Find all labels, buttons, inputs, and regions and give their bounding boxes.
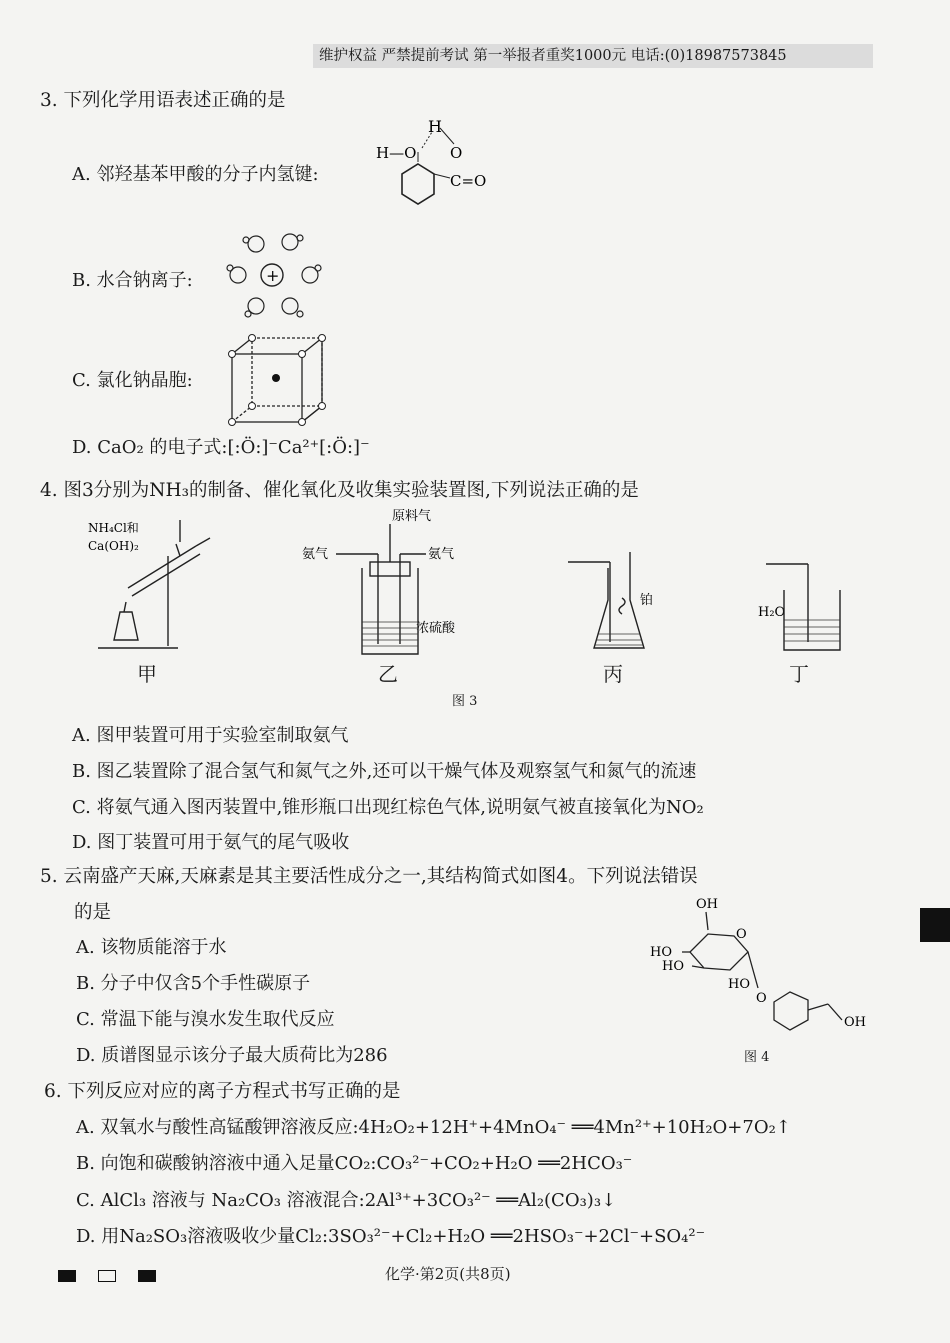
hbond-h-label: H: [428, 117, 442, 136]
q5-option-c: C. 常温下能与溴水发生取代反应: [76, 1009, 335, 1030]
q3-stem: 3. 下列化学用语表述正确的是: [40, 90, 286, 111]
ho-label-1: HO: [650, 945, 672, 960]
q3-option-b: B. 水合钠离子:: [72, 270, 193, 291]
q4-option-a: A. 图甲装置可用于实验室制取氨气: [72, 725, 349, 746]
apparatus-jia: [84, 516, 224, 656]
apparatus-yi: [300, 504, 470, 654]
water-label: H₂O: [758, 605, 786, 620]
reagent-label-1: NH₄Cl和: [88, 521, 139, 535]
page-footer: 化学·第2页(共8页): [385, 1265, 511, 1283]
q3-option-c: C. 氯化钠晶胞:: [72, 370, 193, 391]
acid-label: 浓硫酸: [416, 621, 456, 636]
water-molecule: [248, 236, 264, 252]
q4-stem: 4. 图3分别为NH₃的制备、催化氧化及收集实验装置图,下列说法正确的是: [40, 480, 639, 501]
binding-margin-marker: [920, 908, 950, 942]
outlet-gas-label: 氨气: [428, 547, 455, 562]
inlet-gas-label: 氨气: [302, 547, 329, 562]
oh-right-label: OH: [844, 1015, 866, 1030]
q5-stem-line1: 5. 云南盛产天麻,天麻素是其主要活性成分之一,其结构简式如图4。下列说法错误: [40, 866, 698, 887]
q3-option-d: D. CaO₂ 的电子式:[:Ö:]⁻Ca²⁺[:Ö:]⁻: [72, 437, 370, 458]
carbonyl-o-label: O: [450, 144, 463, 162]
q4-option-d: D. 图丁装置可用于氨气的尾气吸收: [72, 832, 350, 853]
gastrodin-structure: [648, 890, 878, 1040]
label-bing: 丙: [603, 662, 623, 686]
reagent-label-2: Ca(OH)₂: [88, 539, 139, 553]
footer-mark: [98, 1270, 116, 1282]
ho-label-2: HO: [662, 959, 684, 974]
link-o-label: O: [756, 991, 767, 1006]
figure-4-caption: 图 4: [744, 1050, 770, 1065]
plus-sign: +: [266, 266, 280, 285]
ring-o-label: O: [736, 927, 747, 942]
q5-option-a: A. 该物质能溶于水: [76, 937, 227, 958]
nacl-unit-cell-diagram: [226, 332, 330, 424]
label-jia: 甲: [137, 662, 157, 686]
hydrated-sodium-ion-diagram: [226, 230, 326, 320]
q5-option-d: D. 质谱图显示该分子最大质荷比为286: [76, 1045, 388, 1066]
hydroxyl-label: H—O: [376, 144, 417, 162]
label-ding: 丁: [789, 662, 809, 686]
footer-mark: [58, 1270, 76, 1282]
ho-label-3: HO: [728, 977, 750, 992]
q6-stem: 6. 下列反应对应的离子方程式书写正确的是: [44, 1081, 401, 1102]
q6-option-c: C. AlCl₃ 溶液与 Na₂CO₃ 溶液混合:2Al³⁺+3CO₃²⁻ ══Al₂(CO₃)₃↓: [76, 1190, 617, 1211]
page-header-notice: 维护权益 严禁提前考试 第一举报者重奖1000元 电话:(0)18987573845: [313, 44, 873, 68]
oh-top-label: OH: [696, 897, 718, 912]
figure-3-caption: 图 3: [452, 694, 478, 709]
apparatus-bing: [564, 548, 674, 658]
feed-gas-label: 原料气: [392, 509, 432, 524]
q5-option-b: B. 分子中仅含5个手性碳原子: [76, 973, 311, 994]
cell-center-ion: [272, 374, 280, 382]
q6-option-a: A. 双氧水与酸性高锰酸钾溶液反应:4H₂O₂+12H⁺+4MnO₄⁻ ══4Mn²⁺+10H₂O+7O₂↑: [76, 1117, 791, 1138]
apparatus-ding: [756, 550, 866, 654]
platinum-label: 铂: [640, 593, 654, 608]
water-molecule: [282, 234, 298, 250]
q4-option-c: C. 将氨气通入图丙装置中,锥形瓶口出现红棕色气体,说明氨气被直接氧化为NO₂: [72, 797, 704, 818]
salicylic-acid-hbond-structure: [370, 112, 510, 222]
label-yi: 乙: [378, 662, 398, 686]
footer-mark: [138, 1270, 156, 1282]
q3-option-a: A. 邻羟基苯甲酸的分子内氢键:: [72, 164, 319, 185]
carbonyl-label: C=O: [450, 172, 487, 190]
q4-option-b: B. 图乙装置除了混合氢气和氮气之外,还可以干燥气体及观察氢气和氮气的流速: [72, 761, 697, 782]
q6-option-d: D. 用Na₂SO₃溶液吸收少量Cl₂:3SO₃²⁻+Cl₂+H₂O ══2HSO₃⁻+2Cl⁻+SO₄²⁻: [76, 1226, 706, 1247]
water-molecule: [282, 298, 298, 314]
q6-option-b: B. 向饱和碳酸钠溶液中通入足量CO₂:CO₃²⁻+CO₂+H₂O ══2HCO₃⁻: [76, 1153, 633, 1174]
q5-stem-line2: 的是: [74, 902, 112, 923]
